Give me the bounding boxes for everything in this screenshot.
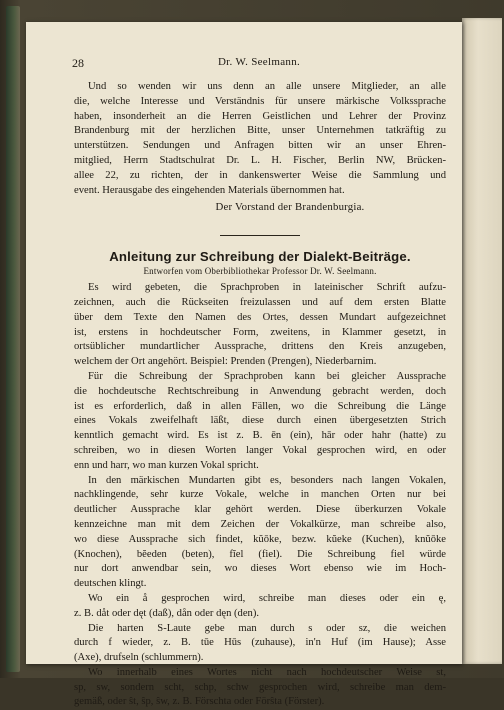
text-line: Für die Schreibung der Sprachproben kann bei gleicher Aussprache (88, 370, 446, 382)
paragraph (74, 474, 446, 592)
text-line: z. B. dåt oder dęt (daß), dån oder dęn (den). (74, 607, 260, 619)
text-line: durch f wieder, z. B. tūe Hūs (zuhause), in'n Huf (im Hause); Asse (74, 637, 446, 649)
section-divider (220, 235, 300, 236)
text-line: nur dort anwendbar sein, wo dieses Wort ebenso wie im Hoch- (74, 563, 446, 575)
text-line: nachklingende, sehr kurze Vokale, welche in manchen Orten nur bei (74, 489, 446, 501)
text-line: Brandenburg mit der herzlichen Bitte, unser Unternehmen tatkräftig zu (74, 125, 446, 137)
page-header (72, 56, 446, 74)
article-title: Anleitung zur Schreibung der Dialekt-Beiträge. (109, 249, 411, 265)
page-body (74, 80, 446, 710)
book-page (26, 22, 462, 708)
page-number: 28 (72, 56, 84, 70)
text-line: haben, insonderheit an die Herren Geistlichen und Lehrer der Provinz (74, 110, 446, 122)
paragraph (74, 622, 446, 666)
text-line: über dem Texte den Namen des Ortes, dessen Mundart aufgezeichnet (74, 311, 446, 323)
text-line: ist es erforderlich, daß in allen Fällen, wo die Schreibung die Länge (74, 400, 446, 412)
text-line: Wo innerhalb eines Wortes nicht nach hochdeutscher Weise st, (88, 666, 446, 678)
text-line: die hochdeutsche Rechtschreibung in Anwendung gebracht werden, doch (74, 385, 446, 397)
text-line: deutschen klingt. (74, 578, 147, 590)
running-title: Dr. W. Seelmann. (217, 56, 301, 68)
text-line: enn und harr, wo man kurzen Vokal spricht. (74, 459, 259, 471)
text-line: Und so wenden wir uns denn an alle unsere Mitglieder, an alle (88, 81, 446, 92)
text-line: wo diese Aussprache sich findet, kŭōke, bezw. kŭeke (Kuchen), knŭōke (74, 533, 446, 545)
text-line: Es wird gebeten, die Sprachproben in lateinischer Schrift aufzu- (88, 282, 446, 294)
text-line: allee 22, zu richten, der in dankenswerter Weise die Sammlung und (74, 169, 446, 181)
paragraph (74, 370, 446, 474)
facing-page-edge (462, 18, 502, 664)
book-cover-edge (6, 6, 20, 672)
text-line: gemäß, oder ŝt, ŝp, ŝw, z. B. Förschta oder Förŝta (Förster). (74, 696, 325, 708)
text-line: eines Vokals zweifelhaft läßt, diese durch einen übergesetzten Strich (74, 415, 446, 427)
text-line: deutlicher Aussprache klar gehört werden. Diese überkurzen Vokale (74, 504, 446, 516)
text-line: In den märkischen Mundarten gibt es, besonders nach langen Vokalen, (88, 474, 446, 486)
text-line: (Axe), drufseln (schlummern). (74, 652, 204, 664)
text-line: mitglied, Herrn Stadtschulrat Dr. L. H. Fischer, Berlin NW, Brücken- (74, 154, 446, 166)
text-line: (Knochen), bĕeden (beten), fĭel (fiel). Die Schreibung fiel würde (74, 548, 446, 560)
text-line: unterstützen. Sendungen und Anfragen bitten wir an unser Ehren- (74, 140, 446, 152)
text-line: Die harten S-Laute gebe man durch s oder sz, die weichen (88, 622, 446, 634)
intro-paragraph (74, 80, 446, 198)
article-byline: Entworfen vom Oberbibliothekar Professor Dr. W. Seelmann. (143, 266, 377, 277)
text-line: zeichnen, auch die Rückseiten freizulassen und auf dem ersten Blatte (74, 296, 446, 308)
text-line: ortsüblicher mundartlicher Aussprache, drittens den Kreis anzugeben, (74, 341, 446, 353)
text-line: die, welche Interesse und Verständnis für unsere märkische Volkssprache (74, 95, 446, 107)
text-line: welchem der Ort angehört. Beispiel: Prenden (Prengen), Niederbarnim. (74, 356, 377, 368)
paragraph (74, 281, 446, 370)
paragraph (74, 592, 446, 622)
text-line: schreiben, wo in diesen Worten langer Vokal gesprochen wird, en oder (74, 444, 446, 456)
paragraph (74, 666, 446, 710)
text-line: event. Herausgabe des eingehenden Materials übernommen hat. (74, 184, 345, 196)
text-line: Wo ein å gesprochen wird, schreibe man dieses oder ein ę, (88, 592, 446, 604)
signature: Der Vorstand der Brandenburgia. (215, 201, 365, 214)
text-line: kennzeichne man mit dem Zeichen der Vokalkürze, man schreibe also, (74, 518, 446, 530)
text-line: kenntlich gemacht wird. Es ist z. B. ēn (ein), hār oder hahr (hatte) zu (74, 430, 446, 442)
text-line: sp, sw, sondern scht, schp, schw gesprochen wird, schreibe man dem- (74, 681, 446, 693)
text-line: ist, erstens in hochdeutscher Form, zweitens, in Klammer gesetzt, in (74, 326, 446, 338)
